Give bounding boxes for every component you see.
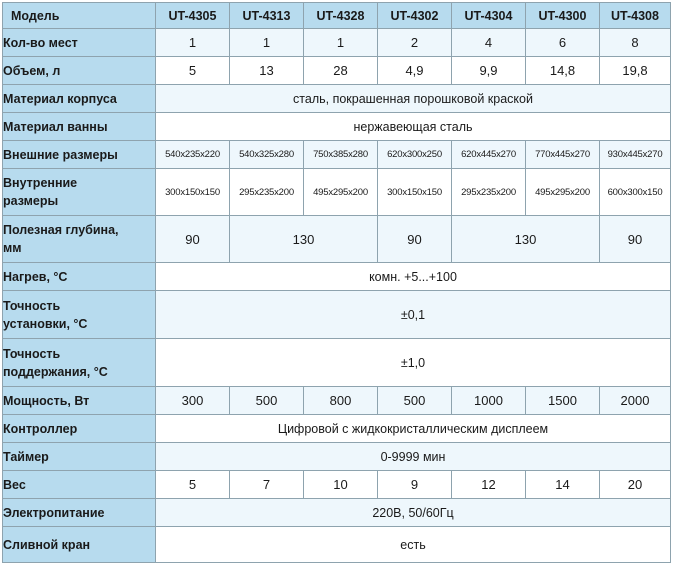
table-cell: 500 [230, 387, 304, 415]
table-row [3, 471, 671, 499]
row-label: Мощность, Вт [3, 387, 156, 415]
table-cell: 500 [378, 387, 452, 415]
table-row [3, 291, 671, 339]
table-cell: 930x445x270 [600, 141, 671, 169]
table-cell: 1000 [452, 387, 526, 415]
table-cell: 19,8 [600, 57, 671, 85]
table-row [3, 527, 671, 563]
row-label: Кол-во мест [3, 29, 156, 57]
table-cell: 14,8 [526, 57, 600, 85]
table-cell: 540x325x280 [230, 141, 304, 169]
table-cell: комн. +5...+100 [156, 263, 671, 291]
table-row [3, 169, 671, 216]
table-row [3, 113, 671, 141]
row-label-line: поддержания, °С [3, 364, 108, 379]
table-cell: 770x445x270 [526, 141, 600, 169]
table-cell: 495x295x200 [526, 169, 600, 216]
model-header: UT-4304 [452, 3, 526, 29]
table-cell: Цифровой с жидкокристаллическим дисплеем [156, 415, 671, 443]
row-label: Нагрев, °С [3, 263, 156, 291]
model-header: UT-4300 [526, 3, 600, 29]
table-cell: 8 [600, 29, 671, 57]
spec-table [2, 2, 671, 563]
table-cell: 2 [378, 29, 452, 57]
table-cell: 1500 [526, 387, 600, 415]
row-label: Вес [3, 471, 156, 499]
table-cell: нержавеющая сталь [156, 113, 671, 141]
table-cell: 1 [230, 29, 304, 57]
table-cell: 6 [526, 29, 600, 57]
row-label: Электропитание [3, 499, 156, 527]
row-label: Материал корпуса [3, 85, 156, 113]
model-header: UT-4328 [304, 3, 378, 29]
table-cell: 300 [156, 387, 230, 415]
table-cell: 4 [452, 29, 526, 57]
row-label [3, 291, 156, 339]
row-label-line: Полезная глубина, [3, 223, 119, 237]
model-header: UT-4305 [156, 3, 230, 29]
table-cell: 220В, 50/60Гц [156, 499, 671, 527]
table-cell: 90 [378, 216, 452, 263]
row-label [3, 339, 156, 387]
table-row [3, 443, 671, 471]
table-cell: 10 [304, 471, 378, 499]
row-label: Контроллер [3, 415, 156, 443]
table-cell: 600x300x150 [600, 169, 671, 216]
table-row [3, 499, 671, 527]
table-cell: 1 [304, 29, 378, 57]
table-row [3, 339, 671, 387]
table-row [3, 387, 671, 415]
row-label: Внешние размеры [3, 141, 156, 169]
table-cell: 300x150x150 [156, 169, 230, 216]
table-cell: ±0,1 [156, 291, 671, 339]
table-cell: 13 [230, 57, 304, 85]
table-row [3, 57, 671, 85]
row-label: Таймер [3, 443, 156, 471]
table-cell: 90 [600, 216, 671, 263]
table-cell: 9,9 [452, 57, 526, 85]
table-row [3, 141, 671, 169]
table-row [3, 415, 671, 443]
table-cell: 1 [156, 29, 230, 57]
table-cell: 2000 [600, 387, 671, 415]
table-cell: 295x235x200 [452, 169, 526, 216]
table-cell: 20 [600, 471, 671, 499]
table-cell: 130 [452, 216, 600, 263]
table-cell: сталь, покрашенная порошковой краской [156, 85, 671, 113]
table-cell: 5 [156, 57, 230, 85]
table-cell: 12 [452, 471, 526, 499]
model-header: UT-4302 [378, 3, 452, 29]
table-row [3, 29, 671, 57]
table-cell: есть [156, 527, 671, 563]
table-cell: 130 [230, 216, 378, 263]
table-row [3, 263, 671, 291]
row-label-line: размеры [3, 194, 59, 208]
model-header: UT-4313 [230, 3, 304, 29]
table-cell: 620x300x250 [378, 141, 452, 169]
table-cell: 495x295x200 [304, 169, 378, 216]
table-cell: 7 [230, 471, 304, 499]
row-label-line: установки, °С [3, 316, 88, 331]
table-cell: 300x150x150 [378, 169, 452, 216]
row-label: Сливной кран [3, 527, 156, 563]
row-label-line: Внутренние [3, 176, 78, 190]
table-cell: 5 [156, 471, 230, 499]
header-label: Модель [3, 3, 156, 29]
row-label [3, 169, 156, 216]
table-cell: 540x235x220 [156, 141, 230, 169]
table-row [3, 216, 671, 263]
table-cell: 9 [378, 471, 452, 499]
table-cell: 28 [304, 57, 378, 85]
row-label [3, 216, 156, 263]
model-header: UT-4308 [600, 3, 671, 29]
row-label: Материал ванны [3, 113, 156, 141]
row-label-line: Точность [3, 298, 61, 313]
table-cell: 295x235x200 [230, 169, 304, 216]
table-cell: 4,9 [378, 57, 452, 85]
table-row [3, 85, 671, 113]
row-label-line: Точность [3, 346, 61, 361]
table-cell: 90 [156, 216, 230, 263]
row-label-line: мм [3, 241, 22, 255]
table-cell: ±1,0 [156, 339, 671, 387]
header-row [3, 3, 671, 29]
table-cell: 14 [526, 471, 600, 499]
table-cell: 800 [304, 387, 378, 415]
table-cell: 750x385x280 [304, 141, 378, 169]
row-label: Объем, л [3, 57, 156, 85]
table-cell: 620x445x270 [452, 141, 526, 169]
table-cell: 0-9999 мин [156, 443, 671, 471]
